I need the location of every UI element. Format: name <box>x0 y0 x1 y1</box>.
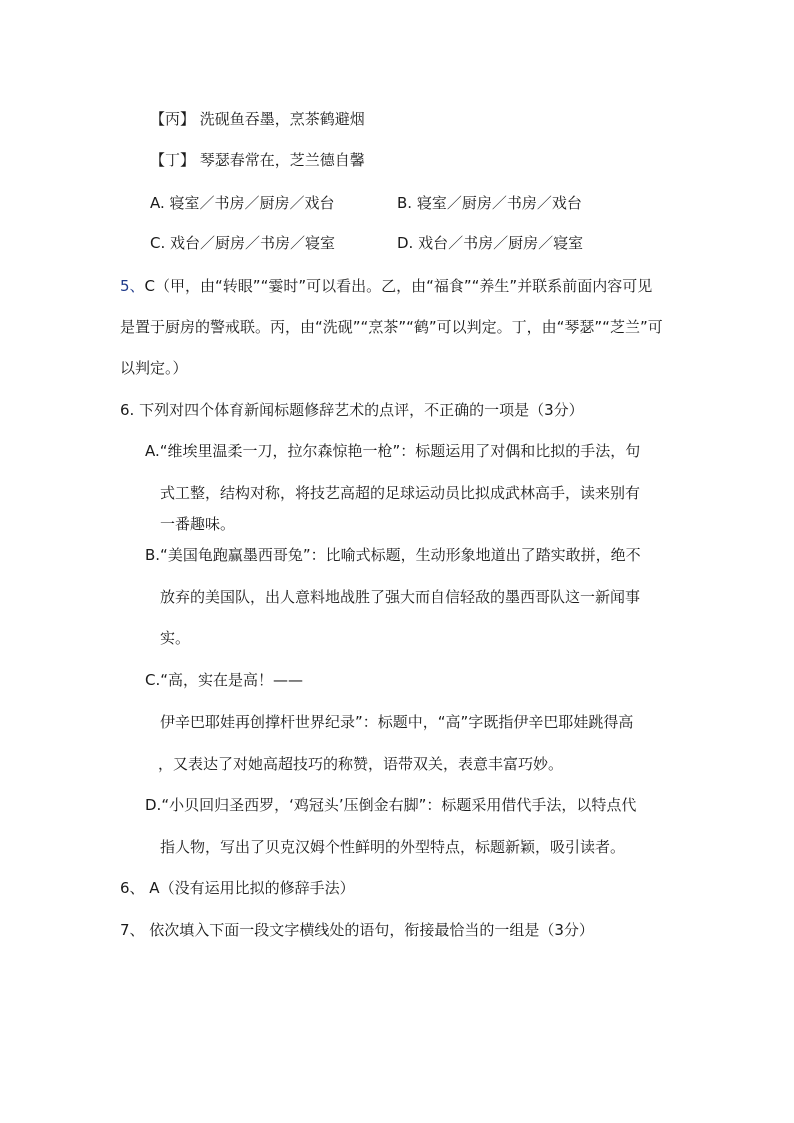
couplet-ding: 【丁】 琴瑟春常在，芝兰德自馨 <box>150 151 365 169</box>
option-b: B. 寝室／厨房／书房／戏台 <box>397 194 582 212</box>
answer-5-line2: 是置于厨房的警戒联。丙，由“洗砚”“烹茶”“鹤”可以判定。丁，由“琴瑟”“芝兰”可 <box>120 318 663 336</box>
q6-option-a-line1: A.“维埃里温柔一刀，拉尔森惊艳一枪”：标题运用了对偶和比拟的手法，句 <box>145 442 641 460</box>
q6-option-c-line2: 伊辛巴耶娃再创撑杆世界纪录”：标题中，“高”字既指伊辛巴耶娃跳得高 <box>160 713 634 731</box>
option-c: C. 戏台／厨房／书房／寝室 <box>150 234 336 252</box>
answer-5-number: 5、 <box>120 277 145 295</box>
question-7-stem: 7、 依次填入下面一段文字横线处的语句，衔接最恰当的一组是（3分） <box>120 921 594 939</box>
q6-option-a-line2: 式工整，结构对称，将技艺高超的足球运动员比拟成武林高手，读来别有 <box>160 484 641 502</box>
q6-option-c-line3: ，又表达了对她高超技巧的称赞，语带双关，表意丰富巧妙。 <box>158 755 564 773</box>
q6-option-c-line1: C.“高，实在是高！—— <box>145 671 304 689</box>
option-a: A. 寝室／书房／厨房／戏台 <box>150 194 335 212</box>
couplet-bing: 【丙】 洗砚鱼吞墨，烹茶鹤避烟 <box>150 110 365 128</box>
option-d: D. 戏台／书房／厨房／寝室 <box>397 234 584 252</box>
q6-option-d-line2: 指人物，写出了贝克汉姆个性鲜明的外型特点，标题新颖，吸引读者。 <box>160 838 626 856</box>
answer-5-line1 <box>120 276 652 296</box>
answer-6: 6、 A（没有运用比拟的修辞手法） <box>120 879 355 897</box>
answer-5-line3: 以判定。） <box>120 359 188 377</box>
answer-5-text: C（甲，由“转眼”“霎时”可以看出。乙，由“福食”“养生”并联系前面内容可见 <box>144 277 653 295</box>
q6-option-b-line3: 实。 <box>160 629 191 647</box>
q6-option-b-line1: B.“美国龟跑赢墨西哥兔”：比喻式标题，生动形象地道出了踏实敢拼，绝不 <box>145 546 641 564</box>
q6-option-d-line1: D.“小贝回归圣西罗，‘鸡冠头’压倒金右脚”：标题采用借代手法，以特点代 <box>145 796 637 814</box>
q6-option-b-line2: 放弃的美国队，出人意料地战胜了强大而自信轻敌的墨西哥队这一新闻事 <box>160 588 641 606</box>
question-6-stem: 6. 下列对四个体育新闻标题修辞艺术的点评，不正确的一项是（3分） <box>120 401 584 419</box>
q6-option-a-line3: 一番趣味。 <box>160 515 236 533</box>
